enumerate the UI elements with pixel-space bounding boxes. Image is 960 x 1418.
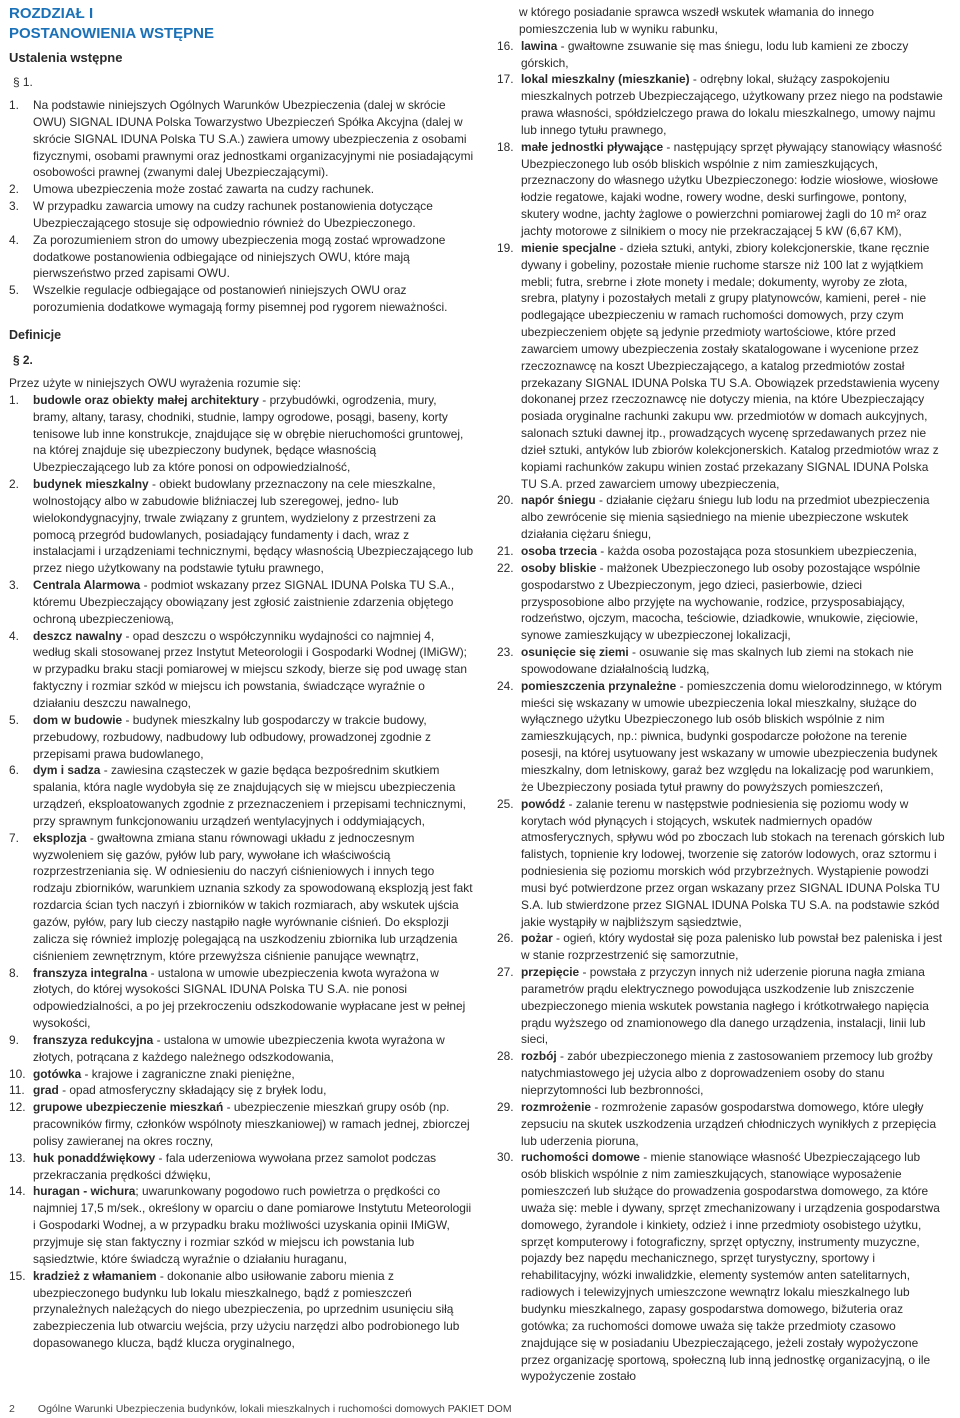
item-body: [33, 1032, 474, 1066]
item-number: 26.: [497, 931, 514, 946]
item-number: 3.: [9, 199, 19, 214]
item-body: [33, 762, 474, 829]
item-number: 30.: [497, 1150, 514, 1165]
chapter-heading: [9, 4, 474, 44]
chapter-title: POSTANOWIENIA WSTĘPNE: [9, 25, 215, 42]
item-number: 3.: [9, 578, 19, 593]
item-body: [33, 1099, 474, 1150]
definition-text: - powstała z przyczyn innych niż uderzenie pioruna nagła zmiana parametrów prądu elektrycznego powodująca uszkodzenie lub zniszczenie ubezpieczonego mienia wskutek powstania nagłego i krótkotrwałego napięcia prądu wyższego od znamionowego dla danego urządzenia, instalacji, linii lub sieci,: [521, 965, 929, 1047]
definitions-list-left: [9, 392, 474, 1352]
list-item: [9, 97, 474, 181]
list-item: [9, 282, 474, 316]
definition-term: osoby bliskie: [521, 560, 597, 575]
item-number: 5.: [9, 712, 19, 727]
item-number: 14.: [9, 1184, 26, 1199]
item-body: [521, 1048, 947, 1099]
definition-term: budynek mieszkalny: [33, 477, 149, 492]
list-item: [9, 198, 474, 232]
item-body: [33, 1268, 474, 1352]
definition-term: napór śniegu: [521, 493, 596, 508]
definition-item: [497, 38, 947, 72]
definition-item: [9, 476, 474, 577]
definition-text: - rozmrożenie zapasów gospodarstwa domowego, które uległy zepsuciu na skutek uszkodzenia urządzeń chłodniczych wynikłych z przepięcia lub uderzenia pioruna,: [521, 1099, 937, 1148]
item-number: 28.: [497, 1049, 514, 1064]
definition-item: [497, 1099, 947, 1150]
left-column: [9, 4, 474, 1352]
definition-item: [9, 1268, 474, 1352]
section1-list: [9, 97, 474, 316]
definition-item: [9, 762, 474, 829]
item-body: [521, 796, 947, 931]
item-number: 2.: [9, 477, 19, 492]
item-number: 15.: [9, 1268, 26, 1283]
item-body: [521, 964, 947, 1048]
definition-item: [497, 1048, 947, 1099]
item-number: 5.: [9, 283, 19, 298]
definition-item: [9, 1082, 474, 1099]
definition-item: [497, 1149, 947, 1385]
definition-term: dym i sadza: [33, 763, 101, 778]
definition-text: - małżonek Ubezpieczonego lub osoby pozostające wspólnie gospodarstwo z Ubezpieczonym, jego dzieci, pasierbowie, dzieci przysposobione albo przyjęte na wychowanie, rodzice, przysposabiający, rodzeństwo, ojczym, macocha, teściowie, dziadkowie, wnukowie, zięciowie, synowe zamieszkujący w ubezpieczonej lokalizacji,: [521, 560, 921, 643]
item-body: [521, 560, 947, 644]
item-body: [33, 577, 474, 628]
item-body: [521, 71, 947, 138]
definition-text: - dzieła sztuki, antyki, zbiory kolekcjonerskie, tkane ręcznie dywany i gobeliny, pozostałe mienie ruchome starsze niż 100 lat z wyjątkiem mebli; futra, srebrne i złote monety i medale; dokumenty, wyroby ze złota, srebra, platyny i pozostałych metali z grupy platynowców, kamieni, pereł - nie podlegające ubezpieczeniu w ramach ruchomości domowych, przy czym ubezpieczeniem objęte są jedynie przedmioty wartościowe, które przed zawarciem umowy ubezpieczenia zostały skatalogowane i wycenione przez rzeczoznawcę na koszt Ubezpieczającego, a katalog przedmiotów został przekazany SIGNAL IDUNA Polska TU S.A. Obowiązek przedstawienia wyceny dokonanej przez rzeczoznawcę nie dotyczy mienia, na które Ubezpieczający posiada oryginalne rachunki zakupu ww. przedmiotów w domach aukcyjnych, salonach sztuki dawnej itp., prowadzących wycenę sprzedawanych przez nie dzieł sztuki, antyków lub zbiorów kolekcjonerskich. Katalog przedmiotów wraz z kopiami rachunków zakupu winien zostać przekazany SIGNAL IDUNA Polska TU S.A. przed zawarciem umowy ubezpieczenia,: [521, 240, 940, 491]
definition-term: lokal mieszkalny (mieszkanie): [521, 72, 690, 87]
definition-item: [9, 392, 474, 476]
item-body: [33, 1082, 474, 1099]
definition-term: grupowe ubezpieczenie mieszkań: [33, 1100, 224, 1115]
definition-text: - osuwanie się mas skalnych lub ziemi na stokach nie spowodowane działalnością ludzką,: [521, 645, 914, 676]
definition-term: grad: [33, 1083, 59, 1098]
definition-item: [9, 1150, 474, 1184]
item-body: [33, 392, 474, 476]
section-heading-definicje: Definicje: [9, 327, 62, 342]
definition-term: eksplozja: [33, 830, 87, 845]
definition-item: [9, 628, 474, 712]
definition-text: - fala uderzeniowa wywołana przez samolot podczas przekraczania prędkości dźwięku,: [33, 1150, 437, 1182]
item-number: 16.: [497, 38, 514, 53]
definition-item: [9, 830, 474, 965]
definition-term: franszyza redukcyjna: [33, 1032, 154, 1047]
definition-text: - następujący sprzęt pływający stanowiący własność Ubezpieczonego lub osób bliskich wspólnie z nim zamieszkujących, przeznaczony do własnego użytku Ubezpieczonego: łodzie wiosłowe, wiosłowe łodzie regatowe, kajaki wodne, rowery wodne, deski surfingowe, pontony, skutery wodne, jachty żaglowe o powierzchni pomiarowej żagli do 10 m² oraz jachty motorowe z silnikiem o mocy nie przekraczającej 5 kW (6,67 KM),: [521, 139, 942, 238]
item-number: 2.: [9, 182, 19, 197]
item-body: [33, 1183, 474, 1267]
item-body: [33, 476, 474, 577]
definition-text: - przybudówki, ogrodzenia, mury, bramy, altany, tarasy, chodniki, studnie, lampy ogrodowe, posągi, baseny, korty tenisowe lub inne konstrukcje, znajdujące się w obrębie nieruchomości gruntowej, na której znajduje się ubezpieczony budynek, będące własnością Ubezpieczającego lub za które ponosi on odpowiedzialność,: [33, 392, 464, 475]
item-body: [33, 628, 474, 712]
definition-item: [497, 964, 947, 1048]
definition-item: [497, 71, 947, 138]
definition-term: ruchomości domowe: [521, 1150, 640, 1165]
definition-text: - gwałtowne zsuwanie się mas śniegu, lodu lub kamieni ze zboczy górskich,: [521, 38, 909, 70]
definition-term: rozbój: [521, 1049, 557, 1064]
definition-text: - ogień, który wydostał się poza palenisko lub powstał bez paleniska i jest w stanie rozprzestrzenić się samorzutnie,: [521, 931, 943, 963]
definition-text: - opad atmosferyczny składający się z bryłek lodu,: [58, 1083, 327, 1098]
definition-term: osunięcie się ziemi: [521, 645, 629, 660]
item-body: [521, 492, 947, 543]
definition-item: [497, 139, 947, 240]
paragraph-mark-2: § 2.: [13, 352, 33, 367]
item-body: [521, 139, 947, 240]
definition-text: - zalanie terenu w następstwie podniesienia się poziomu wody w korytach wód płynących i stojących, wskutek nadmiernych opadów atmosferycznych, spływu wód po zboczach lub stokach na terenach górskich lub falistych, topnienie kry lodowej, tworzenie się zatorów lodowych, oraz sztormu i podniesienia się poziomu morskich wód przybrzeżnych. Wystąpienie powodzi musi być potwierdzone przez organ wskazany przez SIGNAL IDUNA Polska TU S.A. lub stwierdzone przez SIGNAL IDUNA Polska TU S.A. na podstawie szkód jakie wystąpiły w najbliższym sąsiedztwie,: [521, 796, 945, 929]
item-number: 23.: [497, 645, 514, 660]
definition-term: osoba trzecia: [521, 544, 597, 558]
item-number: 27.: [497, 965, 514, 980]
item-number: 18.: [497, 139, 514, 154]
item-number: 24.: [497, 678, 514, 693]
definition-term: przepięcie: [521, 965, 580, 980]
item-body: [521, 1099, 947, 1150]
item-body: [521, 240, 947, 493]
item-body: Umowa ubezpieczenia może zostać zawarta na cudzy rachunek.: [33, 182, 375, 197]
definition-text: - dokonanie albo usiłowanie zaboru mienia z ubezpieczonego budynku lub lokalu mieszkalnego, bądź z pomieszczeń przynależnych należących do niego ubezpieczenia, po uprzednim usunięciu siłą zabezpieczenia lub otwarciu wejścia, przy użyciu narzędzi albo podrobionego lub dopasowanego klucza, bądź klucza oryginalnego,: [33, 1268, 460, 1351]
item-number: 4.: [9, 628, 19, 643]
item-body: [521, 38, 947, 72]
item-number: 19.: [497, 240, 514, 255]
item-number: 10.: [9, 1066, 26, 1081]
definition-item: [497, 796, 947, 931]
item-number: 7.: [9, 830, 19, 845]
definition-item: [497, 678, 947, 796]
section-heading-ustalenia: Ustalenia wstępne: [9, 50, 123, 65]
definition-text: - zabór ubezpieczonego mienia z zastosowaniem przemocy lub groźby natychmiastowego jej użycia albo z doprowadzeniem osoby do stanu nieprzytomności lub bezbronności,: [521, 1049, 933, 1097]
definition-item: [497, 644, 947, 678]
item-number: 20.: [497, 493, 514, 508]
item-number: 11.: [9, 1083, 25, 1098]
definition-term: franszyza integralna: [33, 965, 148, 980]
item-body: Na podstawie niniejszych Ogólnych Warunków Ubezpieczenia (dalej w skrócie OWU) SIGNAL IDUNA Polska Towarzystwo Ubezpieczeń Spółka Akcyjna (dalej w skrócie SIGNAL IDUNA Polska TU S.A.) zawiera umowy ubezpieczenia z osobami fizycznymi, osobami prawnymi oraz jednostkami organizacyjnymi nie posiadającymi osobowości prawnej (zwanymi dalej Ubezpieczającymi).: [33, 98, 474, 180]
definition-text: - podmiot wskazany przez SIGNAL IDUNA Polska TU S.A., któremu Ubezpieczający obowiązany jest zgłosić zaistnienie zdarzenia objętego ochroną ubezpieczeniową,: [33, 578, 455, 626]
item-number: 22.: [497, 560, 514, 575]
definition-text: - zawiesina cząsteczek w gazie będąca bezpośrednim skutkiem spalania, która nagle wydobyła się ze znajdujących się w miejscu ubezpieczenia urządzeń, eksploatowanych zgodnie z przeznaczeniem i przepisami technicznymi, przy sprawnym funkcjonowaniu urządzeń wentylacyjnych i oddymiających,: [33, 763, 466, 828]
definition-term: gotówka: [33, 1066, 82, 1081]
item-number: 8.: [9, 965, 19, 980]
definition-text: - pomieszczenia domu wielorodzinnego, w którym mieści się wskazany w umowie ubezpieczenia lokal mieszkalny, służące do wyłącznego użytku Ubezpieczonego lub osób bliskich wspólnie z nim zamieszkujących, np.: piwnica, budynki gospodarcze położone na terenie posesji, na której usytuowany jest wskazany w umowie ubezpieczenia budynek mieszkalny, dom letniskowy, garaż bez względu na lokalizację pod warunkiem, że Ubezpieczony posiada tytuł prawny do powyższych pomieszczeń,: [521, 678, 942, 794]
definition-term: kradzież z włamaniem: [33, 1268, 157, 1283]
definition-continuation: w którego posiadanie sprawca wszedł wskutek włamania do innego pomieszczenia lub w wyniku rabunku,: [519, 5, 874, 36]
definition-term: huragan - wichura: [33, 1184, 136, 1199]
definition-item: [497, 492, 947, 543]
item-body: Wszelkie regulacje odbiegające od postanowień niniejszych OWU oraz porozumienia dodatkowe wymagają formy pisemnej pod rygorem nieważności.: [33, 283, 448, 315]
item-number: 29.: [497, 1099, 514, 1114]
definition-item: [497, 930, 947, 964]
definition-item: [9, 1099, 474, 1150]
definition-item: [497, 240, 947, 493]
definition-item: [9, 577, 474, 628]
definition-text: ; uwarunkowany pogodowo ruch powietrza o prędkości co najmniej 17,5 m/sek., określony w oparciu o dane pomiarowe Instytutu Meteorologii i Gospodarki Wodnej, a w przypadku braku możliwości uzyskania opinii IMiGW, przyjmuje się stan faktyczny i rozmiar szkód w miejscu ich powstania lub sąsiedztwie, które świadczą wyraźnie o działaniu huraganu,: [33, 1184, 472, 1266]
item-number: 6.: [9, 763, 19, 778]
definition-term: Centrala Alarmowa: [33, 578, 141, 593]
item-body: [33, 712, 474, 763]
definition-text: - odrębny lokal, służący zaspokojeniu mieszkalnych potrzeb Ubezpieczającego, użytkowany przez niego na podstawie prawa własności, spółdzielczego prawa do lokalu mieszkalnego, umowy najmu lub innego tytułu prawnego,: [521, 72, 943, 137]
item-body: [33, 1150, 474, 1184]
definition-text: - mienie stanowiące własność Ubezpieczającego lub osób bliskich wspólnie z nim zamieszkujących, stanowiące wyposażenie pomieszczeń lub służące do prowadzenia gospodarstwa domowego, za które uważa się: meble i dywany, sprzęt zmechanizowany i urządzenia gospodarstwa domowego, żyrandole i kinkiety, odzież i inne przedmioty osobistego użytku, sprzęt komputerowy i fotograficzny, sprzęt optyczny, instrumenty muzyczne, pojazdy bez napędu mechanicznego, sprzęt turystyczny, sportowy i rehabilitacyjny, wózki inwalidzkie, elementy systemów anten satelitarnych, radiowych i telewizyjnych umieszczone wewnątrz lokalu mieszkalnego lub budynku mieszkalnego, zapasy gospodarstwa domowego, bižuteria oraz gotówka; za ruchomości domowe uważa się także przedmioty czasowo znajdujące się w posiadaniu Ubezpieczającego, jeżeli zostały wypożyczone przez organizację sportową, społeczną lub inną jednostkę organizacyjną, o ile wypożyczenie zostało: [521, 1150, 940, 1384]
item-number: 12.: [9, 1100, 26, 1115]
definition-text: - ustalona w umowie ubezpieczenia kwota wyrażona w złotych, do której wysokości SIGNAL IDUNA Polska TU S.A. nie ponosi odpowiedzialności, a po jej przekroczeniu odszkodowanie wypłacane jest w pełnej wysokości,: [33, 965, 466, 1031]
definition-item: [9, 1032, 474, 1066]
item-body: [521, 1149, 947, 1385]
definition-term: mienie specjalne: [521, 240, 617, 255]
right-column: [497, 4, 947, 1385]
item-body: [521, 678, 947, 796]
definition-term: huk ponaddźwiękowy: [33, 1150, 156, 1165]
item-number: 1.: [9, 98, 19, 112]
definitions-intro: Przez użyte w niniejszych OWU wyrażenia rozumie się:: [9, 375, 302, 390]
definition-text: - opad deszczu o współczynniku wydajności co najmniej 4, według skali stosowanej przez Instytut Meteorologii i Gospodarki Wodnej (IMiGW); w przypadku braku stacji pomiarowej w miejscu szkody, bierze się pod uwagę stan faktyczny i rozmiar szkód w miejscu ich powstania, świadczące wyraźnie o działaniu deszczu nawalnego,: [33, 628, 467, 710]
item-number: 17.: [497, 72, 514, 87]
page-number: 2: [9, 1403, 15, 1415]
definition-item: [9, 712, 474, 763]
definition-item: [497, 543, 947, 560]
list-item: [9, 181, 474, 198]
footer-title: Ogólne Warunki Ubezpieczenia budynków, lokali mieszkalnych i ruchomości domowych PAKIET DOM: [37, 1403, 512, 1415]
item-number: 9.: [9, 1032, 19, 1047]
definition-term: dom w budowie: [33, 712, 123, 727]
chapter-number: ROZDZIAŁ I: [9, 5, 94, 22]
item-body: W przypadku zawarcia umowy na cudzy rachunek postanowienia dotyczące Ubezpieczającego stosuje się odpowiednio również do Ubezpieczonego.: [33, 199, 433, 230]
item-number: 25.: [497, 796, 514, 811]
item-body: [521, 644, 947, 678]
item-number: 4.: [9, 232, 19, 247]
definition-item: [9, 1066, 474, 1083]
definition-term: lawina: [521, 38, 558, 53]
definition-term: budowle oraz obiekty małej architektury: [33, 392, 259, 407]
definition-term: rozmrożenie: [521, 1099, 592, 1114]
definition-text: - budynek mieszkalny lub gospodarczy w trakcie budowy, przebudowy, rozbudowy, nadbudowy lub odbudowy, prowadzonej zgodnie z przepisami prawa budowlanego,: [33, 712, 431, 761]
item-number: 1.: [9, 392, 19, 407]
definition-text: - każda osoba pozostająca poza stosunkiem ubezpieczenia,: [597, 544, 917, 558]
item-body: [521, 543, 947, 560]
definition-term: powódź: [521, 796, 566, 811]
definitions-list-right: [497, 38, 947, 1386]
definition-term: pożar: [521, 931, 553, 946]
definition-text: - ustalona w umowie ubezpieczenia kwota wyrażona w złotych, potrącana z każdego należnego odszkodowania,: [33, 1032, 445, 1064]
item-number: 13.: [9, 1150, 26, 1165]
definition-text: - obiekt budowlany przeznaczony na cele mieszkalne, wolnostojący albo w zabudowie bliźniaczej lub szeregowej, jedno- lub wielokondygnacyjny, trwale związany z gruntem, wydzielony z przestrzeni za pomocą przegród budowlanych, posiadający fundamenty i dach, wraz z instalacjami i urządzeniami technicznymi, będący własnością Ubezpieczającego lub przez niego użytkowany na podstawie tytułu prawnego,: [33, 477, 474, 576]
paragraph-mark-1: § 1.: [13, 75, 33, 89]
definition-item: [497, 560, 947, 644]
definition-text: - gwałtowna zmiana stanu równowagi układu z jednoczesnym wyzwoleniem się gazów, pyłów lub pary, wywołane ich właściwością rozprzestrzeniania się. W odniesieniu do naczyń ciśnieniowych i innych tego rodzaju zbiorników, warunkiem uznania szkody za spowodowaną eksplozją jest fakt rozdarcia ścian tych naczyń i zbiorników w takich rozmiarach, aby wskutek ujścia gazów, pyłów, pary lub cieczy nastąpiło nagłe wyrównanie ciśnień. Do eksplozji zalicza się również implozję polegającą na uszkodzeniu zbiornika lub urządzenia ciśnieniem zewnętrznym, które przewyższa ciśnienie panujące wewnątrz,: [33, 830, 473, 963]
definition-item: [9, 965, 474, 1032]
item-number: 21.: [497, 544, 514, 558]
page-footer: [9, 1403, 512, 1415]
definition-text: - krajowe i zagraniczne znaki pieniężne,: [81, 1066, 295, 1081]
list-item: [9, 232, 474, 283]
definition-term: deszcz nawalny: [33, 628, 123, 643]
definition-text: - ubezpieczenie mieszkań grupy osób (np. pracowników firmy, członków wspólnoty mieszkaniowej) w ramach jednej, zbiorczej polisy zawieranej na okres roczny,: [33, 1100, 470, 1148]
item-body: [521, 930, 947, 964]
item-body: Za porozumieniem stron do umowy ubezpieczenia mogą zostać wprowadzone dodatkowe postanowienia odbiegające od niniejszych OWU, które mają pierwszeństwo przed zapisami OWU.: [33, 232, 446, 281]
definition-term: małe jednostki pływające: [521, 139, 664, 154]
definition-term: pomieszczenia przynależne: [521, 678, 677, 693]
definition-item: [9, 1183, 474, 1267]
item-body: [33, 965, 474, 1032]
item-body: [33, 1066, 474, 1083]
definition-text: - działanie ciężaru śniegu lub lodu na przedmiot ubezpieczenia albo zewrócenie się mienia sąsiedniego na mienie ubezpieczone wskutek działania ciężaru śniegu,: [521, 493, 930, 542]
item-body: [33, 830, 474, 965]
